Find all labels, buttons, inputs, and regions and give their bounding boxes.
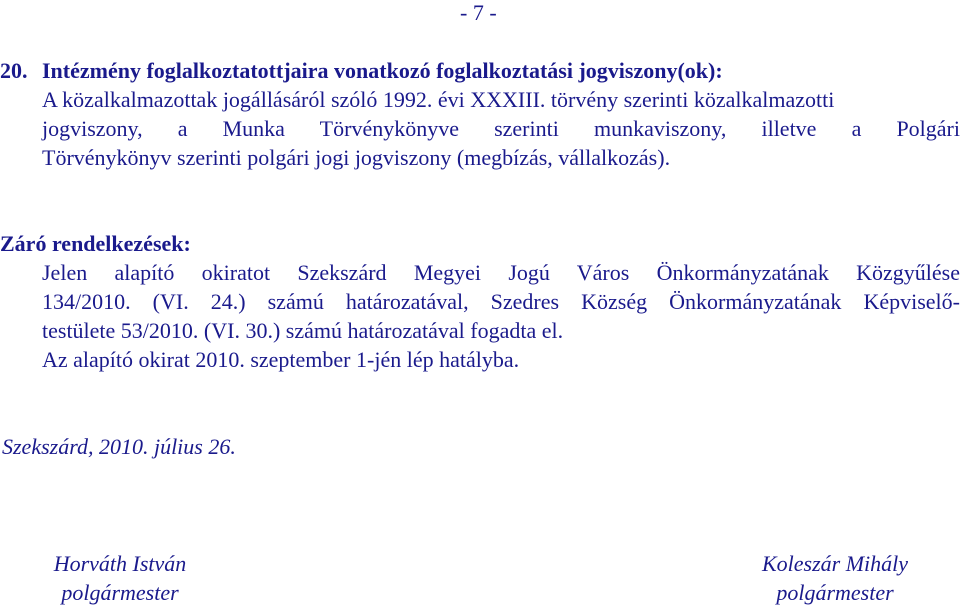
closing-line-4: Az alapító okirat 2010. szeptember 1-jén lép hatályba. (42, 347, 520, 372)
section-20-line-3: Törvénykönyv szerinti polgári jogi jogviszony (megbízás, vállalkozás). (42, 145, 671, 170)
section-20 (0, 56, 960, 172)
closing-line-1: Jelen alapító okiratot Szekszárd Megyei Jogú Város Önkormányzatának Közgyűlése (42, 260, 960, 285)
signature-right-title: polgármester (776, 580, 894, 605)
closing-heading: Záró rendelkezések: (0, 231, 191, 256)
closing-line-2: 134/2010. (VI. 24.) számú határozatával, Szedres Község Önkormányzatának Képviselő- (42, 289, 960, 314)
section-20-heading (0, 56, 960, 85)
section-20-line-2: jogviszony, a Munka Törvénykönyve szerinti munkaviszony, illetve a Polgári (42, 116, 960, 141)
section-20-number: 20. (0, 58, 28, 83)
signature-right-name: Koleszár Mihály (761, 551, 909, 576)
closing-line-3: testülete 53/2010. (VI. 30.) számú határozatával fogadta el. (42, 318, 564, 343)
section-20-line-1: A közalkalmazottak jogállásáról szóló 1992. évi XXXIII. törvény szerinti közalkalmazotti (42, 87, 835, 112)
signature-right (730, 549, 940, 607)
closing-provisions (0, 229, 960, 374)
signature-left (20, 549, 220, 607)
signature-left-title: polgármester (61, 580, 179, 605)
place-date: Szekszárd, 2010. július 26. (2, 434, 236, 459)
signature-left-name: Horváth István (53, 551, 187, 576)
section-20-title: Intézmény foglalkoztatottjaira vonatkozó foglalkoztatási jogviszony(ok): (42, 58, 723, 83)
page-number: - 7 - (460, 0, 497, 25)
